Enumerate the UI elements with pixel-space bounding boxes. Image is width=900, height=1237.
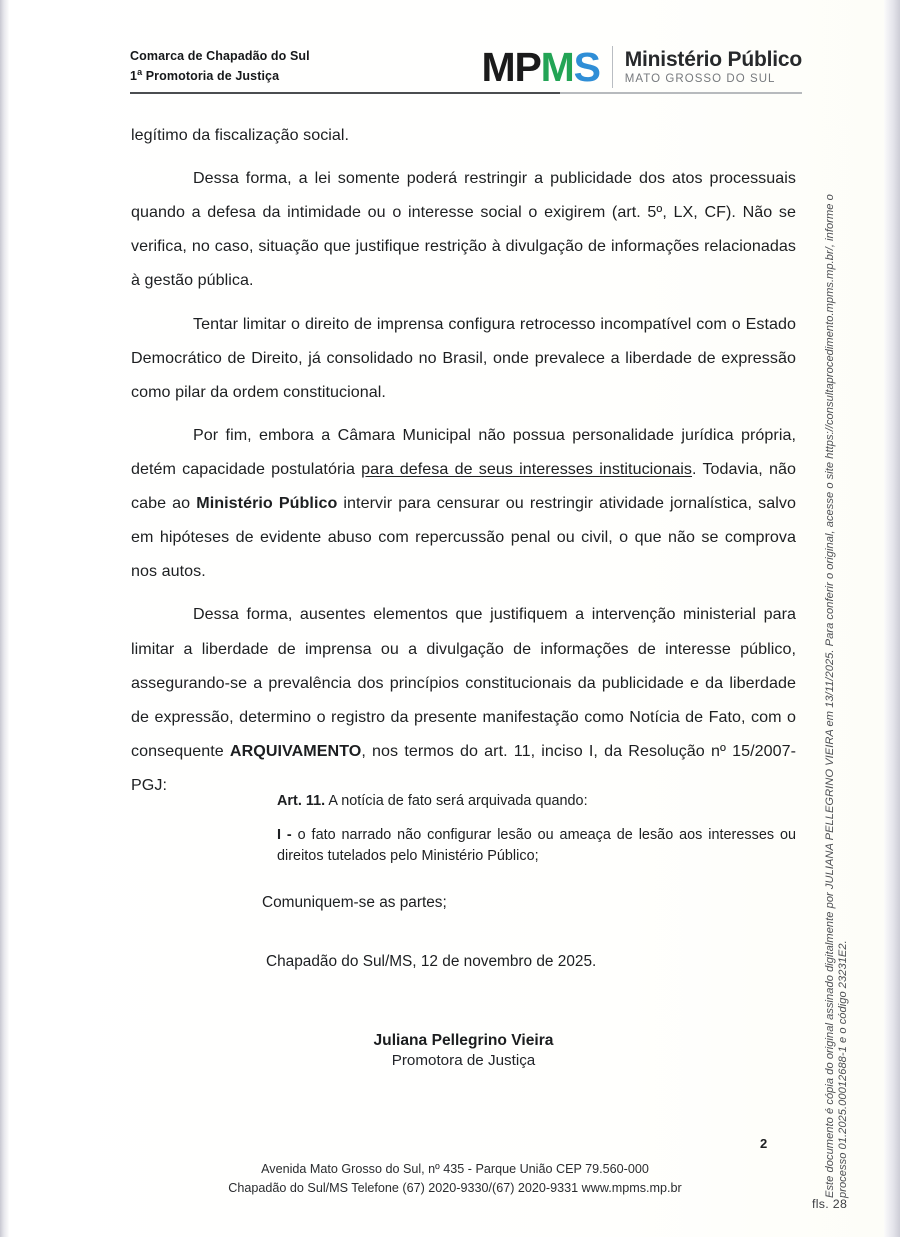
paragraph-imprensa: Tentar limitar o direito de imprensa configura retrocesso incompatível com o Estado Democrático de Direito, já consolidado no Brasil, onde prevalece a liberdade de expressão como pilar da ordem constitucional. [131, 314, 796, 401]
page-left-edge-shadow [0, 0, 9, 1237]
footer-address-line: Avenida Mato Grosso do Sul, nº 435 - Parque União CEP 79.560-000 [261, 1162, 649, 1176]
header-rule-light [560, 92, 802, 94]
logo-institution-name: Ministério Público [624, 47, 802, 71]
paragraph-publicidade: Dessa forma, a lei somente poderá restringir a publicidade dos atos processuais quando a defesa da intimidade ou o interesse social o exigirem (art. 5º, LX, CF). Não se verifica, no caso, situação que justifique restrição à divulgação de informações relacionadas à gestão pública. [131, 169, 796, 290]
sheet-number-label: fls. 28 [812, 1197, 848, 1211]
footer-contact-line: Chapadão do Sul/MS Telefone (67) 2020-9330/(67) 2020-9331 www.mpms.mp.br [228, 1181, 682, 1196]
ordinal-superscript: a [137, 67, 143, 78]
comarca-block [130, 47, 310, 89]
quote-article: Art. 11. A notícia de fato será arquivada quando: [277, 793, 588, 809]
logo-divider [612, 46, 613, 88]
signatory-role: Promotora de Justiça [391, 1052, 536, 1070]
mpms-logo [481, 43, 802, 90]
logo-wordmark [625, 49, 802, 85]
document-body [131, 118, 796, 802]
paragraph-camara-municipal: Por fim, embora a Câmara Municipal não possua personalidade jurídica própria, detém capacidade postulatória para defesa de seus interesses institucionais. Todavia, não cabe ao Ministério Público intervir para censurar ou restringir atividade jornalística, salvo em hipóteses de evidente abuso com repercussão penal ou civil, o que não se comprova nos autos. [131, 425, 796, 581]
signatory-name: Juliana Pellegrino Vieira [373, 1032, 554, 1049]
page-right-edge-shadow [884, 0, 900, 1237]
logo-state-subtitle: MATO GROSSO DO SUL [624, 73, 776, 86]
quote-inciso-label: I - [277, 827, 292, 844]
promotoria-line: 1$^a$ Promotoria de Justiça [130, 67, 280, 84]
digital-signature-stamp [804, 0, 848, 1215]
logo-mark-s: S [573, 43, 600, 90]
underlined-phrase: para defesa de seus interesses institucionais [361, 459, 693, 478]
logo-mark-mp: MP [481, 43, 541, 90]
mpms-logo-mark [481, 43, 612, 90]
comunique-se-line: Comuniquem-se as partes; [262, 894, 447, 911]
place-and-date-line: Chapadão do Sul/MS, 12 de novembro de 2025. [266, 953, 597, 970]
bold-ministerio-publico: Ministério Público [196, 494, 338, 513]
page-number: 2 [760, 1136, 768, 1151]
quote-inciso: I - o fato narrado não configurar lesão ou ameaça de lesão aos interesses ou direitos tutelados pelo Ministério Público; [277, 827, 796, 865]
logo-mark-m: M [540, 43, 574, 90]
stamp-text-line-2: processo 01.2025.00012688-1 e o código 23231E2. [837, 940, 849, 1198]
document-header [130, 43, 802, 90]
stamp-text-line-1: Este documento é cópia do original assinado digitalmente por JULIANA PELLEGRINO VIEIRA em 13/11/2025. Para conferir o original, acesse o site https://consultaprocedimento.mpms.mp.br/, informe o [824, 194, 836, 1198]
paragraph-arquivamento: Dessa forma, ausentes elementos que justifiquem a intervenção ministerial para limitar a liberdade de imprensa ou a divulgação de informações de interesse público, assegurando-se a prevalência dos princípios constitucionais da publicidade e da liberdade de expressão, determino o registro da presente manifestação como Notícia de Fato, com o consequente ARQUIVAMENTO, nos termos do art. 11, inciso I, da Resolução nº 15/2007-PGJ: [131, 605, 797, 794]
signature-block [131, 1030, 796, 1072]
resolution-quote-block [277, 791, 796, 867]
paragraph-continuation: legítimo da fiscalização social. [131, 126, 350, 144]
comarca-line: Comarca de Chapadão do Sul [130, 49, 310, 64]
bold-arquivamento: ARQUIVAMENTO [229, 741, 362, 760]
document-footer [131, 1160, 779, 1198]
quote-article-label: Art. 11. [277, 793, 326, 809]
